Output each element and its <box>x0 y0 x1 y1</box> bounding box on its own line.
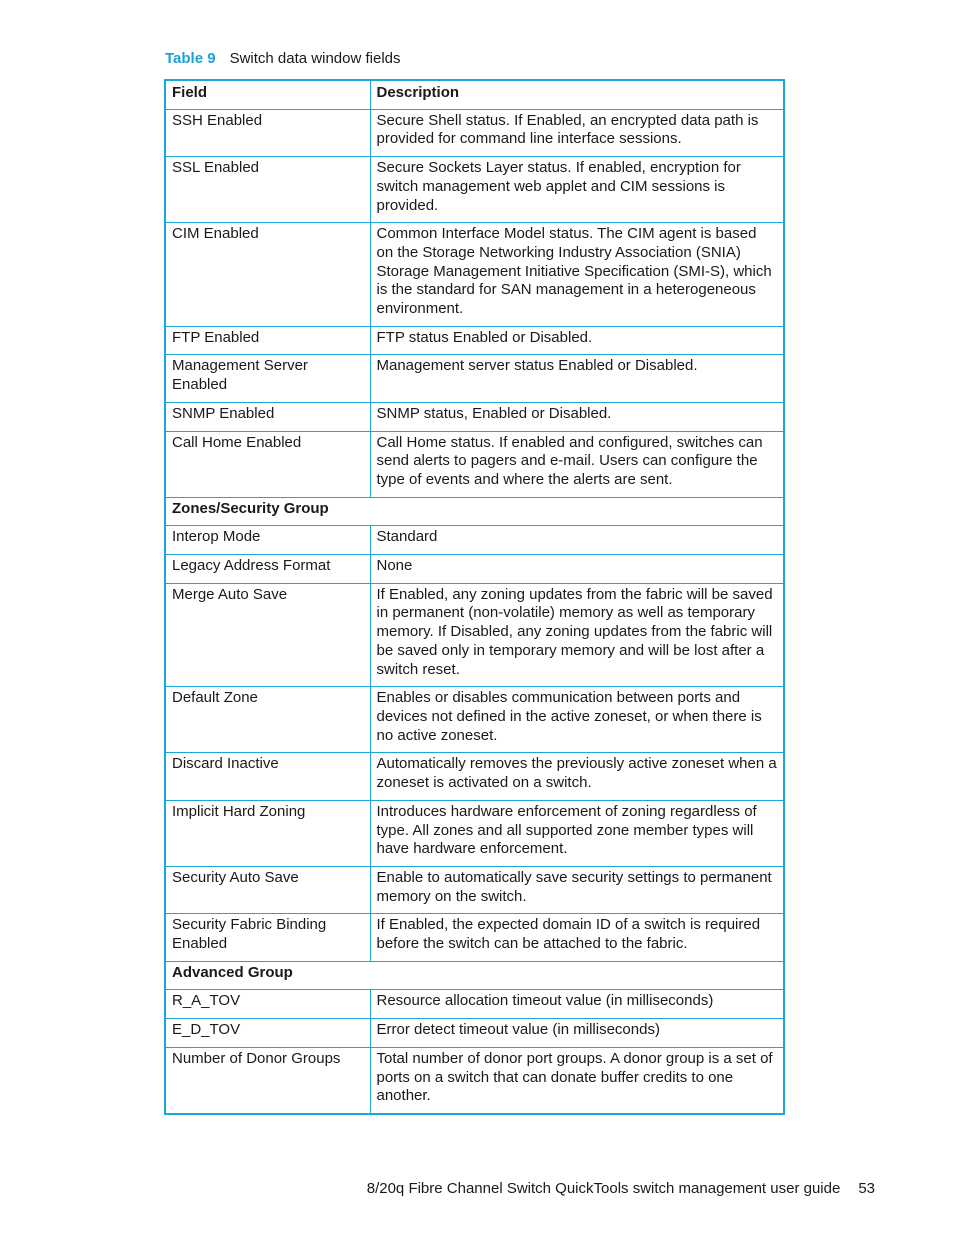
group-label: Advanced Group <box>166 961 783 990</box>
table-row <box>166 687 783 753</box>
page-footer <box>367 1180 875 1197</box>
field-cell: CIM Enabled <box>166 223 370 327</box>
description-cell: Introduces hardware enforcement of zoning regardless of type. All zones and all supported zone member types will have hardware enforcement. <box>370 800 783 866</box>
description-cell: Common Interface Model status. The CIM agent is based on the Storage Networking Industry Association (SNIA) Storage Management Initiative Specification (SMI-S), which is the standard for SAN management in a heterogeneous environment. <box>370 223 783 327</box>
description-column-header: Description <box>370 81 783 109</box>
table-row <box>166 555 783 584</box>
description-cell: If Enabled, any zoning updates from the fabric will be saved in permanent (non-volatile) memory as well as temporary memory. If Disabled, any zoning updates from the fabric will be saved only in temporary memory and will be lost after a switch reset. <box>370 583 783 687</box>
description-cell: Enables or disables communication between ports and devices not defined in the active zoneset, or when there is no active zoneset. <box>370 687 783 753</box>
table-row <box>166 1047 783 1113</box>
field-cell: Security Fabric Binding Enabled <box>166 914 370 961</box>
group-header-row <box>166 497 783 526</box>
table-row <box>166 800 783 866</box>
description-cell: Secure Sockets Layer status. If enabled, encryption for switch management web applet and CIM sessions is provided. <box>370 157 783 223</box>
field-cell: Legacy Address Format <box>166 555 370 584</box>
table-row <box>166 866 783 913</box>
table-row <box>166 355 783 402</box>
field-cell: Number of Donor Groups <box>166 1047 370 1113</box>
field-cell: Call Home Enabled <box>166 431 370 497</box>
table-row <box>166 157 783 223</box>
description-cell: If Enabled, the expected domain ID of a switch is required before the switch can be attached to the fabric. <box>370 914 783 961</box>
table-row <box>166 914 783 961</box>
table-body <box>166 109 783 1113</box>
table-row <box>166 326 783 355</box>
table-row <box>166 526 783 555</box>
table-row <box>166 753 783 800</box>
field-cell: Implicit Hard Zoning <box>166 800 370 866</box>
table-header-row <box>166 81 783 109</box>
description-cell: Enable to automatically save security settings to permanent memory on the switch. <box>370 866 783 913</box>
field-cell: Security Auto Save <box>166 866 370 913</box>
field-cell: E_D_TOV <box>166 1019 370 1048</box>
description-cell: Standard <box>370 526 783 555</box>
field-cell: Management Server Enabled <box>166 355 370 402</box>
field-column-header: Field <box>166 81 370 109</box>
table-row <box>166 109 783 156</box>
description-cell: Total number of donor port groups. A donor group is a set of ports on a switch that can donate buffer credits to one another. <box>370 1047 783 1113</box>
document-title: 8/20q Fibre Channel Switch QuickTools switch management user guide <box>366 1180 841 1197</box>
group-header-row <box>166 961 783 990</box>
field-cell: R_A_TOV <box>166 990 370 1019</box>
field-cell: Merge Auto Save <box>166 583 370 687</box>
table-row <box>166 431 783 497</box>
table-row <box>166 990 783 1019</box>
field-cell: Interop Mode <box>166 526 370 555</box>
field-cell: SNMP Enabled <box>166 402 370 431</box>
group-label: Zones/Security Group <box>166 497 783 526</box>
page-number: 53 <box>858 1180 875 1197</box>
field-cell: SSH Enabled <box>166 109 370 156</box>
description-cell: FTP status Enabled or Disabled. <box>370 326 783 355</box>
table-row <box>166 1019 783 1048</box>
description-cell: Management server status Enabled or Disabled. <box>370 355 783 402</box>
table-row <box>166 223 783 327</box>
description-cell: None <box>370 555 783 584</box>
field-cell: FTP Enabled <box>166 326 370 355</box>
description-cell: Call Home status. If enabled and configured, switches can send alerts to pagers and e-mail. Users can configure the type of events and where the alerts are sent. <box>370 431 783 497</box>
table-number: Table 9 <box>165 50 216 67</box>
field-cell: SSL Enabled <box>166 157 370 223</box>
switch-data-table <box>164 79 785 1115</box>
description-cell: SNMP status, Enabled or Disabled. <box>370 402 783 431</box>
table-row <box>166 583 783 687</box>
description-cell: Error detect timeout value (in milliseconds) <box>370 1019 783 1048</box>
description-cell: Secure Shell status. If Enabled, an encrypted data path is provided for command line interface sessions. <box>370 109 783 156</box>
description-cell: Automatically removes the previously active zoneset when a zoneset is activated on a switch. <box>370 753 783 800</box>
field-cell: Default Zone <box>166 687 370 753</box>
description-cell: Resource allocation timeout value (in milliseconds) <box>370 990 783 1019</box>
field-cell: Discard Inactive <box>166 753 370 800</box>
table-caption <box>165 50 401 67</box>
table-row <box>166 402 783 431</box>
table-title: Switch data window fields <box>229 50 401 67</box>
